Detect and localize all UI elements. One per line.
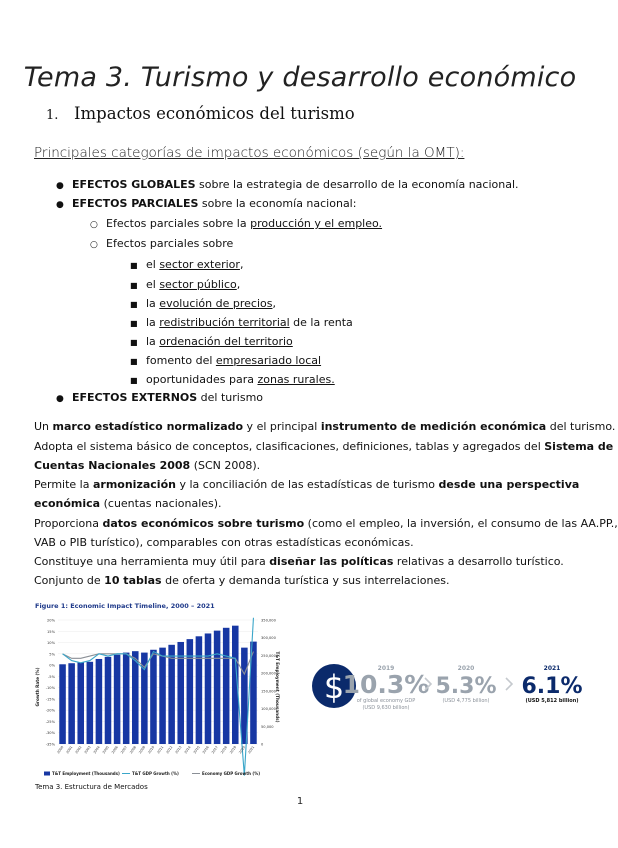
x-tick-label: 2010	[147, 745, 156, 755]
left-tick-label: -10%	[45, 686, 55, 691]
x-tick-label: 2015	[192, 745, 201, 755]
bullet-square: ■	[130, 319, 138, 328]
text: Permite la	[34, 478, 93, 491]
left-tick-label: 10%	[47, 641, 55, 646]
x-tick-label: 2008	[129, 745, 138, 755]
bullet-square: ■	[130, 300, 138, 309]
paragraph-5	[34, 494, 574, 514]
item-pre: el	[146, 278, 160, 291]
text: y el principal	[243, 420, 321, 433]
section-number: 1.	[46, 108, 59, 123]
bullet-disc: ●	[56, 181, 64, 191]
item-underlined: ordenación del territorio	[159, 335, 293, 348]
text: Conjunto de	[34, 574, 105, 587]
item-pre: la	[146, 297, 160, 310]
x-tick-label: 2017	[210, 745, 219, 755]
kpi-year: 2019	[377, 665, 395, 672]
item-pre: oportunidades para	[146, 373, 258, 386]
figure-caption: Figure 1: Economic Impact Timeline, 2000 – 2021	[35, 602, 215, 610]
legend-label: Economy GDP Growth (%)	[202, 771, 261, 776]
item-post: ,	[239, 258, 244, 271]
paragraph-7	[34, 533, 574, 553]
list-subitem-efectos-sobre	[90, 237, 233, 250]
kpi-value: 5.3%	[435, 674, 497, 699]
bullet-disc: ●	[56, 394, 64, 404]
economic-impact-chart	[30, 612, 280, 784]
bar-employment	[187, 639, 194, 744]
x-tick-label: 2009	[138, 745, 147, 755]
list-subsubitem	[130, 335, 293, 348]
item-underlined: sector público	[159, 278, 237, 291]
text: (cuentas nacionales).	[100, 497, 222, 510]
list-item-efectos-parciales	[56, 197, 356, 210]
bar-employment	[205, 633, 212, 744]
text: relativas a desarrollo turístico.	[393, 555, 564, 568]
x-tick-label: 2006	[110, 745, 119, 755]
bar-employment	[123, 653, 130, 744]
text: Proporciona	[34, 517, 103, 530]
left-tick-label: 5%	[49, 652, 55, 657]
paragraph-8	[34, 552, 574, 572]
bar-employment	[168, 645, 175, 744]
legend-label: T&T GDP Growth (%)	[132, 771, 179, 776]
x-tick-label: 2019	[229, 745, 238, 755]
left-tick-label: 20%	[47, 618, 55, 623]
section-heading	[46, 104, 355, 123]
bar-employment	[150, 650, 157, 744]
item-post: de la renta	[289, 316, 353, 329]
right-tick-label: 100,000	[261, 707, 276, 712]
bar-employment	[141, 653, 148, 744]
text: de oferta y demanda turística y sus interrelaciones.	[161, 574, 450, 587]
text: (SCN 2008).	[190, 459, 261, 472]
list-subsubitem	[130, 297, 276, 310]
paragraph-9	[34, 571, 574, 591]
list-subsubitem	[130, 316, 353, 329]
list-item-bold: EFECTOS EXTERNOS	[72, 391, 198, 404]
list-subsubitem	[130, 354, 321, 367]
subheading: Principales categorías de impactos económicos (según la OMT):	[34, 145, 465, 161]
text: y la conciliación de las estadísticas de turismo	[175, 478, 439, 491]
right-tick-label: 350,000	[261, 618, 276, 623]
paragraph-6	[34, 514, 618, 534]
bar-employment	[223, 628, 230, 744]
list-subsubitem	[130, 278, 240, 291]
right-tick-label: 50,000	[261, 724, 274, 729]
bar-employment	[177, 642, 184, 744]
list-item-bold: EFECTOS GLOBALES	[72, 178, 196, 191]
right-tick-label: 200,000	[261, 671, 276, 676]
kpi-sub: (USD 5,812 billion)	[525, 698, 579, 704]
left-tick-label: -35%	[45, 742, 55, 747]
x-tick-label: 2000	[56, 745, 65, 755]
right-tick-label: 150,000	[261, 689, 276, 694]
list-item-text: del turismo	[197, 391, 264, 404]
x-tick-label: 2021	[247, 745, 256, 755]
bullet-circle: ○	[90, 220, 98, 230]
gdp-kpi-panel	[300, 640, 590, 740]
left-tick-label: -5%	[48, 674, 55, 679]
x-tick-label: 2001	[65, 745, 74, 755]
item-pre: la	[146, 335, 160, 348]
bar-employment	[114, 655, 121, 744]
bar-employment	[87, 662, 94, 744]
x-tick-label: 2005	[101, 745, 110, 755]
paragraph-2	[34, 437, 614, 457]
bar-employment	[214, 631, 221, 744]
text-bold: Sistema de	[544, 440, 614, 453]
right-tick-label: 300,000	[261, 636, 276, 641]
x-tick-label: 2013	[174, 745, 183, 755]
x-tick-label: 2007	[119, 745, 129, 755]
bullet-circle: ○	[90, 240, 98, 250]
kpi-sub: of global economy GDP	[356, 698, 416, 704]
text-bold: 10 tablas	[104, 574, 162, 587]
left-tick-label: -30%	[45, 731, 55, 736]
x-tick-label: 2016	[201, 745, 210, 755]
left-tick-label: 15%	[47, 629, 55, 634]
text-bold: armonización	[92, 478, 176, 491]
right-tick-label: 0	[261, 742, 264, 747]
item-underlined: evolución de precios	[159, 297, 273, 310]
legend-label: T&T Employment (Thousands)	[52, 771, 120, 776]
bullet-square: ■	[130, 376, 138, 385]
x-tick-label: 2004	[92, 745, 101, 755]
text: Adopta el sistema básico de conceptos, clasificaciones, definiciones, tablas y agregados del	[34, 440, 545, 453]
left-tick-label: -25%	[45, 719, 55, 724]
bar-employment	[77, 663, 84, 744]
paragraph-3	[34, 456, 574, 476]
bullet-square: ■	[130, 338, 138, 347]
list-subsubitem	[130, 373, 335, 386]
x-tick-label: 2014	[183, 745, 192, 755]
list-subsubitem	[130, 258, 243, 271]
document-title: Tema 3. Turismo y desarrollo económico	[23, 62, 577, 93]
bullet-disc: ●	[56, 200, 64, 210]
kpi-sub: (USD 9,630 billion)	[362, 705, 410, 711]
page-number: 1	[296, 796, 304, 807]
text: Constituye una herramienta muy útil para	[34, 555, 270, 568]
item-underlined: redistribución territorial	[159, 316, 290, 329]
item-underlined: zonas rurales.	[257, 373, 335, 386]
bullet-square: ■	[130, 281, 138, 290]
x-tick-label: 2012	[165, 745, 174, 755]
list-item-text: Efectos parciales sobre	[106, 237, 234, 250]
bar-employment	[132, 651, 139, 744]
text-bold: instrumento de medición económica	[320, 420, 547, 433]
x-tick-label: 2002	[74, 745, 83, 755]
left-axis-label: Growth Rate (%)	[35, 667, 40, 707]
text-bold: desde una perspectiva	[438, 478, 580, 491]
left-tick-label: -20%	[45, 708, 55, 713]
kpi-sub: (USD 4,775 billion)	[442, 698, 490, 704]
kpi-value: 6.1%	[521, 674, 583, 699]
paragraph-4	[34, 475, 580, 495]
text-bold: económica	[34, 497, 101, 510]
footer-note: Tema 3. Estructura de Mercados	[35, 783, 148, 791]
bullet-square: ■	[130, 357, 138, 366]
item-post: ,	[272, 297, 276, 310]
list-item-bold: EFECTOS PARCIALES	[72, 197, 199, 210]
x-tick-label: 2003	[83, 745, 92, 755]
text: del turismo.	[546, 420, 616, 433]
item-post: ,	[236, 278, 241, 291]
list-item-efectos-globales	[56, 178, 519, 191]
bullet-square: ■	[130, 261, 138, 270]
kpi-year: 2021	[543, 665, 561, 672]
chevron-right-icon	[506, 678, 512, 690]
legend-swatch-employment	[44, 772, 50, 776]
dollar-icon-glyph: $	[323, 668, 345, 706]
bar-employment	[105, 657, 112, 744]
item-pre: el	[146, 258, 160, 271]
list-item-text: sobre la estrategia de desarrollo de la economía nacional.	[195, 178, 519, 191]
text-bold: marco estadístico normalizado	[52, 420, 244, 433]
item-underlined: sector exterior	[159, 258, 240, 271]
list-subitem-produccion	[90, 217, 382, 230]
list-item-underlined: producción y el empleo.	[250, 217, 383, 230]
list-item-text: Efectos parciales sobre la	[106, 217, 251, 230]
x-tick-label: 2018	[219, 745, 229, 755]
section-heading-text: Impactos económicos del turismo	[74, 104, 355, 123]
paragraph-1	[34, 417, 616, 437]
text: (como el empleo, la inversión, el consumo de las AA.PP.,	[304, 517, 618, 530]
kpi-year: 2020	[457, 665, 475, 672]
bar-employment	[159, 648, 166, 744]
text-bold: Cuentas Nacionales 2008	[34, 459, 191, 472]
x-tick-label: 2011	[156, 745, 165, 755]
item-underlined: empresariado local	[215, 354, 322, 367]
text: Un	[34, 420, 53, 433]
right-tick-label: 250,000	[261, 653, 276, 658]
x-tick-label: 2020	[238, 745, 247, 755]
list-item-text: sobre la economía nacional:	[198, 197, 357, 210]
item-pre: la	[146, 316, 160, 329]
right-axis-label: T&T Employment (Thousands)	[275, 651, 280, 723]
kpi-value: 10.3%	[342, 670, 430, 699]
left-tick-label: 0%	[49, 663, 55, 668]
text-bold: diseñar las políticas	[269, 555, 394, 568]
bar-employment	[196, 636, 203, 744]
bar-employment	[68, 663, 75, 744]
left-tick-label: -15%	[45, 697, 55, 702]
text-bold: datos económicos sobre turismo	[102, 517, 305, 530]
bar-employment	[96, 659, 103, 744]
item-pre: fomento del	[146, 354, 216, 367]
list-item-efectos-externos	[56, 391, 263, 404]
bar-employment	[59, 664, 66, 744]
text: VAB o PIB turístico), comparables con otras estadísticas económicas.	[34, 536, 414, 549]
